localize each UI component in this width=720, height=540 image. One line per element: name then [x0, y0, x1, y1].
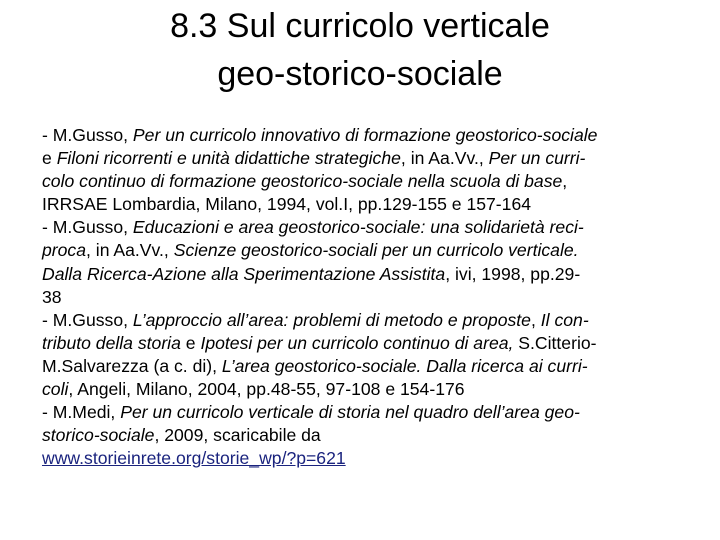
italic-text: Il con-: [540, 309, 589, 330]
italic-text: Educazioni e area geostorico-sociale: una solidarietà reci-: [132, 217, 584, 238]
slide-title-line-2: geo-storico-sociale: [217, 55, 503, 93]
plain-text: S.Citterio-: [513, 332, 597, 353]
italic-text: Per un curricolo innovativo di formazione geostorico-sociale: [132, 125, 598, 145]
plain-text: , in Aa.Vv.,: [400, 148, 489, 169]
text-line: [42, 424, 682, 447]
italic-text: Filoni ricorrenti e unità didattiche strategiche: [56, 148, 401, 169]
link-line: [42, 447, 682, 470]
italic-text: storico-sociale: [42, 425, 155, 446]
plain-text: ,: [530, 309, 541, 330]
plain-text: - M.Medi,: [42, 402, 121, 423]
plain-text: M.Salvarezza (a c. di),: [42, 355, 222, 376]
plain-text: e: [42, 148, 57, 169]
text-line: [42, 263, 682, 286]
plain-text: e: [180, 332, 201, 353]
text-line: [42, 193, 682, 216]
italic-text: Per un curri-: [488, 148, 586, 169]
plain-text: - M.Gusso,: [42, 217, 133, 238]
text-line: [42, 124, 682, 147]
plain-text: - M.Gusso,: [42, 309, 133, 330]
plain-text: - M.Gusso,: [42, 125, 133, 145]
plain-text: , 2009, scaricabile da: [154, 425, 321, 446]
plain-text: , in Aa.Vv.,: [86, 240, 174, 261]
italic-text: Per un curricolo verticale di storia nel quadro dell’area geo-: [120, 402, 580, 423]
italic-text: Ipotesi per un curricolo continuo di area,: [200, 332, 514, 353]
plain-text: ,: [562, 171, 568, 192]
italic-text: colo continuo di formazione geostorico-sociale nella scuola di base: [42, 171, 563, 192]
plain-text: 38: [42, 286, 62, 307]
text-line: [42, 147, 682, 170]
slide-title: [0, 2, 720, 98]
plain-text: , Angeli, Milano, 2004, pp.48-55, 97-108 e 154-176: [68, 379, 465, 400]
plain-text: , ivi, 1998, pp.29-: [445, 263, 581, 284]
italic-text: coli: [42, 379, 69, 400]
text-line: [42, 309, 682, 332]
italic-text: Scienze geostorico-sociali per un curricolo verticale.: [173, 240, 579, 261]
text-line: [42, 332, 682, 355]
text-line: [42, 239, 682, 262]
italic-text: proca: [42, 240, 87, 261]
text-line: [42, 401, 682, 424]
italic-text: L’approccio all’area: problemi di metodo e proposte: [132, 309, 531, 330]
bibliography-lines: [42, 124, 682, 447]
storieinrete-link[interactable]: www.storieinrete.org/storie_wp/?p=621: [42, 448, 346, 469]
italic-text: L’area geostorico-sociale. Dalla ricerca ai curri-: [221, 355, 588, 376]
slide-title-line-1: 8.3 Sul curricolo verticale: [170, 7, 550, 45]
italic-text: tributo della storia: [42, 332, 181, 353]
text-line: [42, 216, 682, 239]
italic-text: Dalla Ricerca-Azione alla Sperimentazione Assistita: [42, 263, 446, 284]
text-line: [42, 170, 682, 193]
plain-text: IRRSAE Lombardia, Milano, 1994, vol.I, pp.129-155 e 157-164: [42, 194, 532, 215]
bibliography-text: [42, 124, 682, 470]
text-line: [42, 286, 682, 309]
text-line: [42, 355, 682, 378]
text-line: [42, 378, 682, 401]
